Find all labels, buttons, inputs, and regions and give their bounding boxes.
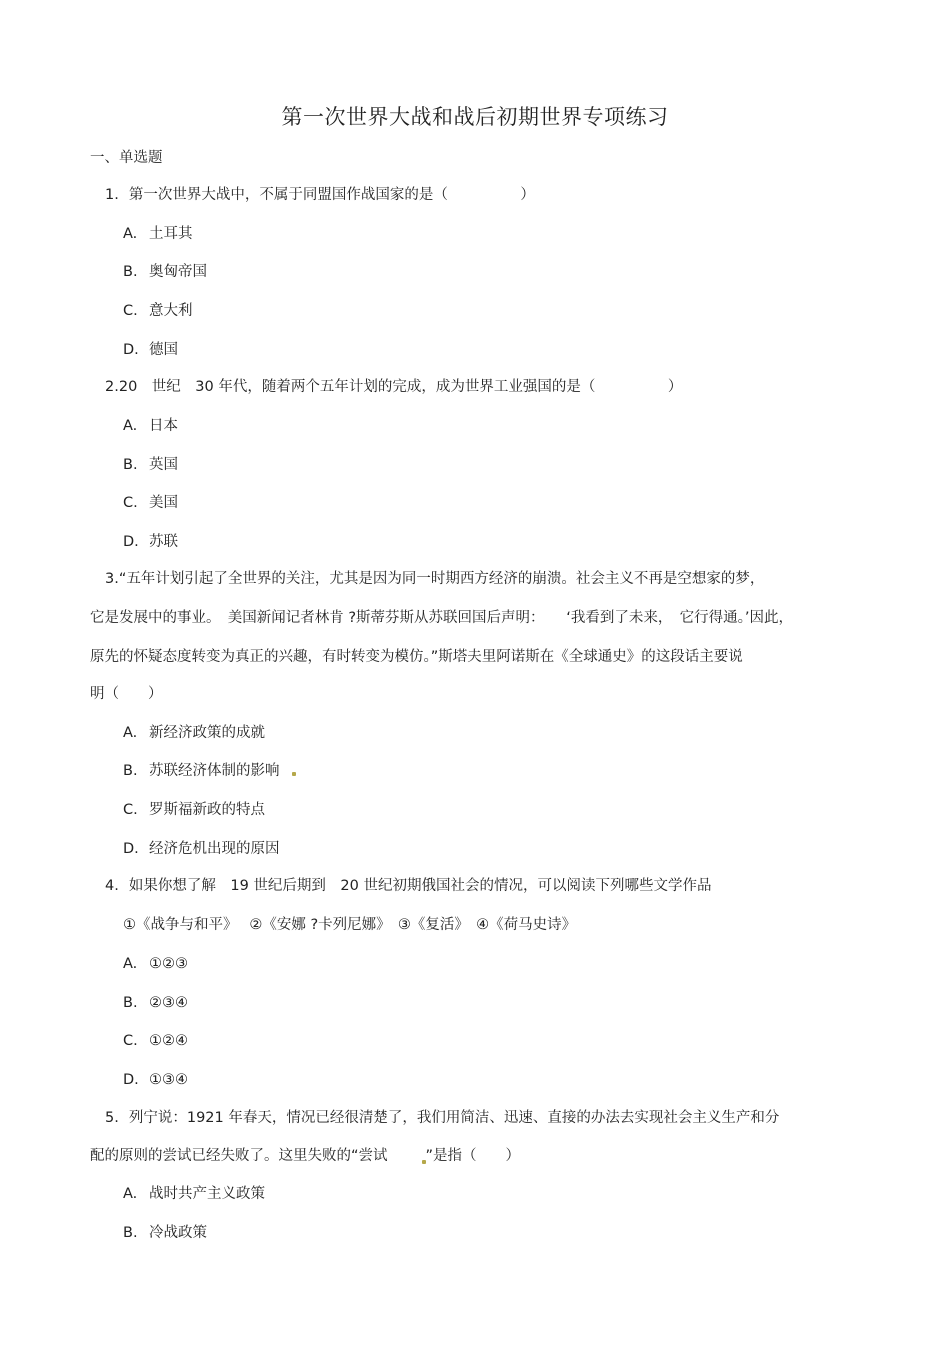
option-text: 意大利 bbox=[149, 303, 193, 319]
question-text: 如果你想了解 19 世纪后期到 20 世纪初期俄国社会的情况，可以阅读下列哪些文学作品 bbox=[128, 878, 712, 894]
option-text: ①②④ bbox=[149, 1033, 188, 1049]
q3-option-b bbox=[123, 761, 296, 781]
q2-option-b bbox=[123, 455, 178, 475]
option-letter: A. bbox=[123, 418, 138, 434]
question-3-line-3: 原先的怀疑态度转变为真正的兴趣，有时转变为模仿。”斯塔夫里阿诺斯在《全球通史》的这段话主要说 bbox=[90, 649, 743, 665]
q1-option-b bbox=[123, 262, 207, 282]
option-letter: B. bbox=[123, 1225, 138, 1241]
option-text: 新经济政策的成就 bbox=[149, 725, 265, 741]
page-title: 第一次世界大战和战后初期世界专项练习 bbox=[281, 105, 669, 129]
option-letter: C. bbox=[123, 1033, 138, 1049]
option-letter: A. bbox=[123, 725, 138, 741]
section-heading: 一、单选题 bbox=[90, 150, 163, 166]
option-letter: C. bbox=[123, 802, 138, 818]
question-number: 5. bbox=[105, 1110, 119, 1126]
question-5-line-2 bbox=[90, 1146, 520, 1166]
question-number: 4. bbox=[105, 878, 119, 894]
q1-option-d bbox=[123, 340, 178, 360]
option-letter: B. bbox=[123, 264, 138, 280]
question-text: ”是指（ ） bbox=[425, 1148, 521, 1164]
option-letter: A. bbox=[123, 226, 138, 242]
q2-option-d bbox=[123, 532, 178, 552]
q5-option-a bbox=[123, 1184, 265, 1204]
question-3-line-1: 3.“五年计划引起了全世界的关注，尤其是因为同一时期西方经济的崩溃。社会主义不再是空想家的梦， bbox=[105, 571, 765, 587]
option-letter: A. bbox=[123, 956, 138, 972]
q5-option-b bbox=[123, 1223, 207, 1243]
option-letter: D. bbox=[123, 342, 139, 358]
option-text: 德国 bbox=[149, 342, 178, 358]
option-letter: D. bbox=[123, 534, 139, 550]
question-number: 1. bbox=[105, 187, 119, 203]
q2-option-a bbox=[123, 416, 178, 436]
option-letter: B. bbox=[123, 995, 138, 1011]
q4-option-c bbox=[123, 1031, 188, 1051]
option-text: ②③④ bbox=[149, 995, 188, 1011]
option-text: 苏联 bbox=[149, 534, 178, 550]
q1-option-a bbox=[123, 224, 193, 244]
option-letter: A. bbox=[123, 1186, 138, 1202]
q4-option-d bbox=[123, 1070, 188, 1090]
option-text: 美国 bbox=[149, 495, 178, 511]
question-text: 配的原则的尝试已经失败了。这里失败的“尝试 bbox=[90, 1148, 388, 1164]
option-letter: C. bbox=[123, 303, 138, 319]
option-text: ①②③ bbox=[149, 956, 188, 972]
option-text: 罗斯福新政的特点 bbox=[149, 802, 265, 818]
option-letter: C. bbox=[123, 495, 138, 511]
question-number: 2. bbox=[105, 379, 119, 395]
option-letter: B. bbox=[123, 457, 138, 473]
q3-option-a bbox=[123, 723, 265, 743]
option-text: 日本 bbox=[149, 418, 178, 434]
option-text: 经济危机出现的原因 bbox=[149, 841, 280, 857]
q4-works-list: ①《战争与和平》 ②《安娜 ?卡列尼娜》 ③《复活》 ④《荷马史诗》 bbox=[123, 917, 577, 933]
option-letter: B. bbox=[123, 763, 138, 779]
question-4 bbox=[105, 876, 711, 896]
q3-option-d bbox=[123, 839, 280, 859]
question-text: 20 世纪 30 年代，随着两个五年计划的完成，成为世界工业强国的是（ ） bbox=[118, 379, 683, 395]
q3-option-c bbox=[123, 800, 265, 820]
question-5 bbox=[105, 1108, 779, 1128]
option-text: 苏联经济体制的影响 bbox=[149, 763, 280, 779]
q4-option-a bbox=[123, 954, 188, 974]
question-2 bbox=[105, 377, 682, 397]
option-text: 奥匈帝国 bbox=[149, 264, 207, 280]
option-text: 土耳其 bbox=[149, 226, 193, 242]
option-text: 英国 bbox=[149, 457, 178, 473]
q4-option-b bbox=[123, 993, 188, 1013]
option-text: 冷战政策 bbox=[149, 1225, 207, 1241]
q2-option-c bbox=[123, 493, 178, 513]
option-text: ①③④ bbox=[149, 1072, 188, 1088]
option-text: 战时共产主义政策 bbox=[149, 1186, 265, 1202]
q1-option-c bbox=[123, 301, 193, 321]
question-3-line-4: 明（ ） bbox=[90, 686, 163, 702]
question-text: 列宁说：1921 年春天，情况已经很清楚了，我们用简洁、迅速、直接的办法去实现社会主义生产和分 bbox=[128, 1110, 780, 1126]
question-text: 第一次世界大战中，不属于同盟国作战国家的是（ ） bbox=[128, 187, 535, 203]
option-letter: D. bbox=[123, 841, 139, 857]
stray-dot bbox=[292, 772, 296, 776]
option-letter: D. bbox=[123, 1072, 139, 1088]
question-3-line-2: 它是发展中的事业。 美国新闻记者林肯 ?斯蒂芬斯从苏联回国后声明： ‘我看到了未来， 它行得通。’因此， bbox=[90, 610, 794, 626]
question-1 bbox=[105, 185, 535, 205]
